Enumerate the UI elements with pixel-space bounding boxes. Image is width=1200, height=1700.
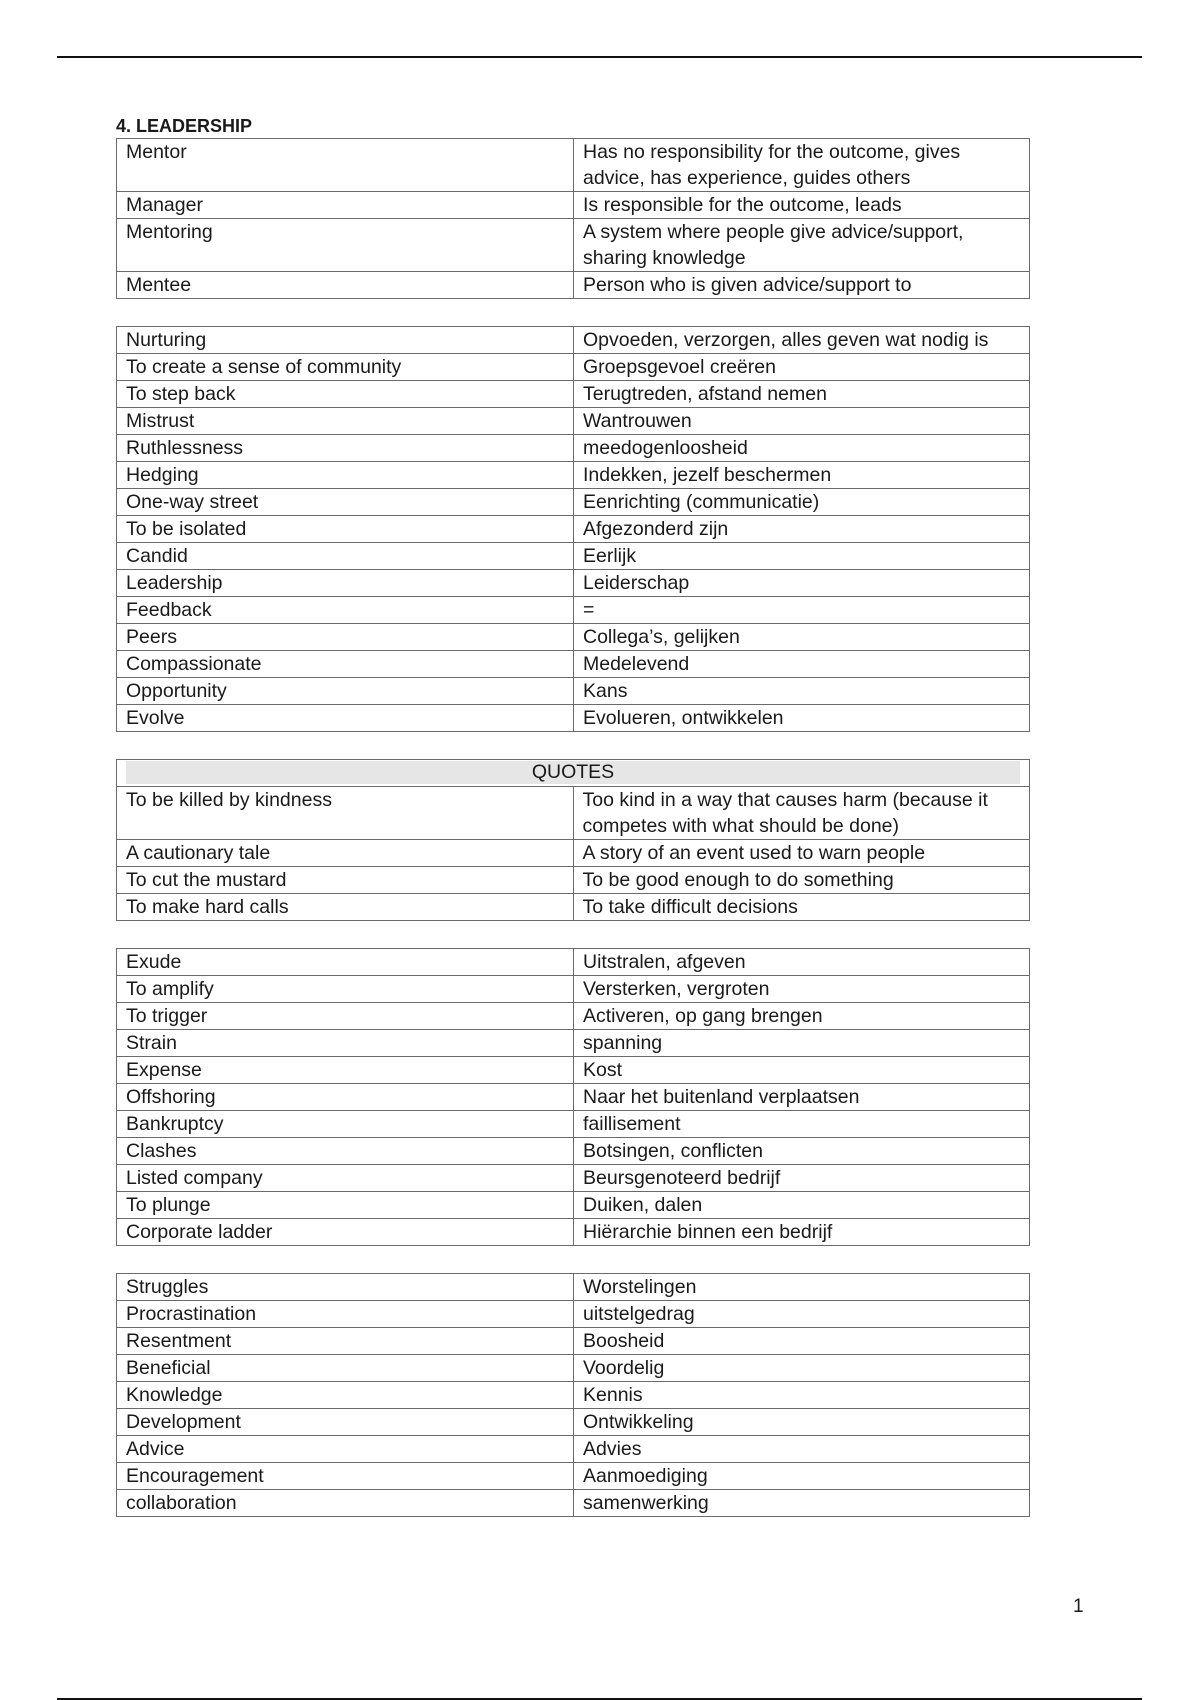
- term-cell: Listed company: [117, 1165, 574, 1192]
- vocab-table-business-terms: [116, 948, 1030, 1246]
- definition-cell: A system where people give advice/support, sharing knowledge: [574, 219, 1030, 272]
- term-cell: Procrastination: [117, 1301, 574, 1328]
- table-row: [117, 1409, 1030, 1436]
- term-cell: Feedback: [117, 597, 574, 624]
- definition-cell: Indekken, jezelf beschermen: [574, 462, 1030, 489]
- table-row: [117, 1463, 1030, 1490]
- term-cell: Mentor: [117, 139, 574, 192]
- term-cell: To trigger: [117, 1003, 574, 1030]
- definition-cell: Boosheid: [574, 1328, 1030, 1355]
- definition-cell: A story of an event used to warn people: [573, 840, 1030, 867]
- definition-cell: Person who is given advice/support to: [574, 272, 1030, 299]
- definition-cell: Eerlijk: [574, 543, 1030, 570]
- table-row: [117, 489, 1030, 516]
- term-cell: To create a sense of community: [117, 354, 574, 381]
- table-row: [117, 1030, 1030, 1057]
- term-cell: Corporate ladder: [117, 1219, 574, 1246]
- term-cell: Development: [117, 1409, 574, 1436]
- table-row: [117, 1274, 1030, 1301]
- table-row: [117, 678, 1030, 705]
- page-number: 1: [1073, 1596, 1084, 1617]
- term-cell: One-way street: [117, 489, 574, 516]
- term-cell: Mistrust: [117, 408, 574, 435]
- definition-cell: Eenrichting (communicatie): [574, 489, 1030, 516]
- table-header-row: [117, 760, 1030, 787]
- table-row: [117, 516, 1030, 543]
- term-cell: Advice: [117, 1436, 574, 1463]
- term-cell: Knowledge: [117, 1382, 574, 1409]
- section-title: 4. LEADERSHIP: [116, 116, 253, 136]
- table-row: [117, 462, 1030, 489]
- definition-cell: Versterken, vergroten: [574, 976, 1030, 1003]
- table-row: [117, 543, 1030, 570]
- vocab-table-quotes: [116, 759, 1030, 921]
- table-row: [117, 705, 1030, 732]
- term-cell: To be killed by kindness: [117, 787, 574, 840]
- document-body: [116, 116, 1030, 1544]
- term-cell: To cut the mustard: [117, 867, 574, 894]
- header-rule: [57, 56, 1142, 58]
- definition-cell: Wantrouwen: [574, 408, 1030, 435]
- table-row: [117, 381, 1030, 408]
- definition-cell: Kennis: [574, 1382, 1030, 1409]
- definition-cell: Afgezonderd zijn: [574, 516, 1030, 543]
- definition-cell: Groepsgevoel creëren: [574, 354, 1030, 381]
- definition-cell: To be good enough to do something: [573, 867, 1030, 894]
- definition-cell: Ontwikkeling: [574, 1409, 1030, 1436]
- term-cell: A cautionary tale: [117, 840, 574, 867]
- table-row: [117, 787, 1030, 840]
- table-row: [117, 435, 1030, 462]
- definition-cell: Duiken, dalen: [574, 1192, 1030, 1219]
- table-row: [117, 976, 1030, 1003]
- table-row: [117, 272, 1030, 299]
- term-cell: Encouragement: [117, 1463, 574, 1490]
- term-cell: Manager: [117, 192, 574, 219]
- term-cell: To amplify: [117, 976, 574, 1003]
- term-cell: Bankruptcy: [117, 1111, 574, 1138]
- quotes-header-label: QUOTES: [126, 761, 1020, 784]
- table-row: [117, 219, 1030, 272]
- definition-cell: spanning: [574, 1030, 1030, 1057]
- table-row: [117, 1111, 1030, 1138]
- term-cell: collaboration: [117, 1490, 574, 1517]
- definition-cell: faillisement: [574, 1111, 1030, 1138]
- vocab-table-mentoring: [116, 138, 1030, 299]
- term-cell: Exude: [117, 949, 574, 976]
- term-cell: Opportunity: [117, 678, 574, 705]
- table-row: [117, 1382, 1030, 1409]
- table-row: [117, 1003, 1030, 1030]
- table-row: [117, 840, 1030, 867]
- term-cell: Candid: [117, 543, 574, 570]
- table-row: [117, 949, 1030, 976]
- table-row: [117, 1436, 1030, 1463]
- term-cell: To be isolated: [117, 516, 574, 543]
- definition-cell: Collega’s, gelijken: [574, 624, 1030, 651]
- term-cell: Compassionate: [117, 651, 574, 678]
- table-row: [117, 139, 1030, 192]
- table-row: [117, 1219, 1030, 1246]
- definition-cell: Hiërarchie binnen een bedrijf: [574, 1219, 1030, 1246]
- definition-cell: Kans: [574, 678, 1030, 705]
- vocab-table-development-terms: [116, 1273, 1030, 1517]
- definition-cell: Activeren, op gang brengen: [574, 1003, 1030, 1030]
- definition-cell: uitstelgedrag: [574, 1301, 1030, 1328]
- table-row: [117, 1192, 1030, 1219]
- term-cell: Evolve: [117, 705, 574, 732]
- term-cell: Mentoring: [117, 219, 574, 272]
- table-row: [117, 354, 1030, 381]
- term-cell: To step back: [117, 381, 574, 408]
- definition-cell: Leiderschap: [574, 570, 1030, 597]
- definition-cell: Evolueren, ontwikkelen: [574, 705, 1030, 732]
- term-cell: Offshoring: [117, 1084, 574, 1111]
- definition-cell: meedogenloosheid: [574, 435, 1030, 462]
- term-cell: Hedging: [117, 462, 574, 489]
- table-row: [117, 1165, 1030, 1192]
- table-row: [117, 867, 1030, 894]
- table-row: [117, 192, 1030, 219]
- term-cell: Expense: [117, 1057, 574, 1084]
- term-cell: Peers: [117, 624, 574, 651]
- term-cell: Leadership: [117, 570, 574, 597]
- table-row: [117, 1138, 1030, 1165]
- table-row: [117, 1301, 1030, 1328]
- term-cell: Mentee: [117, 272, 574, 299]
- term-cell: To plunge: [117, 1192, 574, 1219]
- table-row: [117, 408, 1030, 435]
- table-row: [117, 651, 1030, 678]
- term-cell: Nurturing: [117, 327, 574, 354]
- definition-cell: Terugtreden, afstand nemen: [574, 381, 1030, 408]
- definition-cell: Opvoeden, verzorgen, alles geven wat nodig is: [574, 327, 1030, 354]
- definition-cell: Worstelingen: [574, 1274, 1030, 1301]
- definition-cell: Medelevend: [574, 651, 1030, 678]
- definition-cell: Aanmoediging: [574, 1463, 1030, 1490]
- table-row: [117, 1328, 1030, 1355]
- table-row: [117, 327, 1030, 354]
- term-cell: Resentment: [117, 1328, 574, 1355]
- table-row: [117, 1355, 1030, 1382]
- table-row: [117, 1490, 1030, 1517]
- term-cell: Struggles: [117, 1274, 574, 1301]
- term-cell: Ruthlessness: [117, 435, 574, 462]
- definition-cell: Is responsible for the outcome, leads: [574, 192, 1030, 219]
- table-header-cell: [117, 760, 1030, 787]
- table-row: [117, 894, 1030, 921]
- definition-cell: samenwerking: [574, 1490, 1030, 1517]
- definition-cell: To take difficult decisions: [573, 894, 1030, 921]
- definition-cell: =: [574, 597, 1030, 624]
- table-row: [117, 597, 1030, 624]
- term-cell: Strain: [117, 1030, 574, 1057]
- table-row: [117, 624, 1030, 651]
- table-row: [117, 1057, 1030, 1084]
- definition-cell: Naar het buitenland verplaatsen: [574, 1084, 1030, 1111]
- term-cell: To make hard calls: [117, 894, 574, 921]
- definition-cell: Voordelig: [574, 1355, 1030, 1382]
- definition-cell: Kost: [574, 1057, 1030, 1084]
- term-cell: Clashes: [117, 1138, 574, 1165]
- table-row: [117, 570, 1030, 597]
- definition-cell: Has no responsibility for the outcome, gives advice, has experience, guides others: [574, 139, 1030, 192]
- table-row: [117, 1084, 1030, 1111]
- vocab-table-leadership-terms: [116, 326, 1030, 732]
- definition-cell: Uitstralen, afgeven: [574, 949, 1030, 976]
- definition-cell: Botsingen, conflicten: [574, 1138, 1030, 1165]
- definition-cell: Beursgenoteerd bedrijf: [574, 1165, 1030, 1192]
- definition-cell: Too kind in a way that causes harm (because it competes with what should be done): [573, 787, 1030, 840]
- definition-cell: Advies: [574, 1436, 1030, 1463]
- term-cell: Beneficial: [117, 1355, 574, 1382]
